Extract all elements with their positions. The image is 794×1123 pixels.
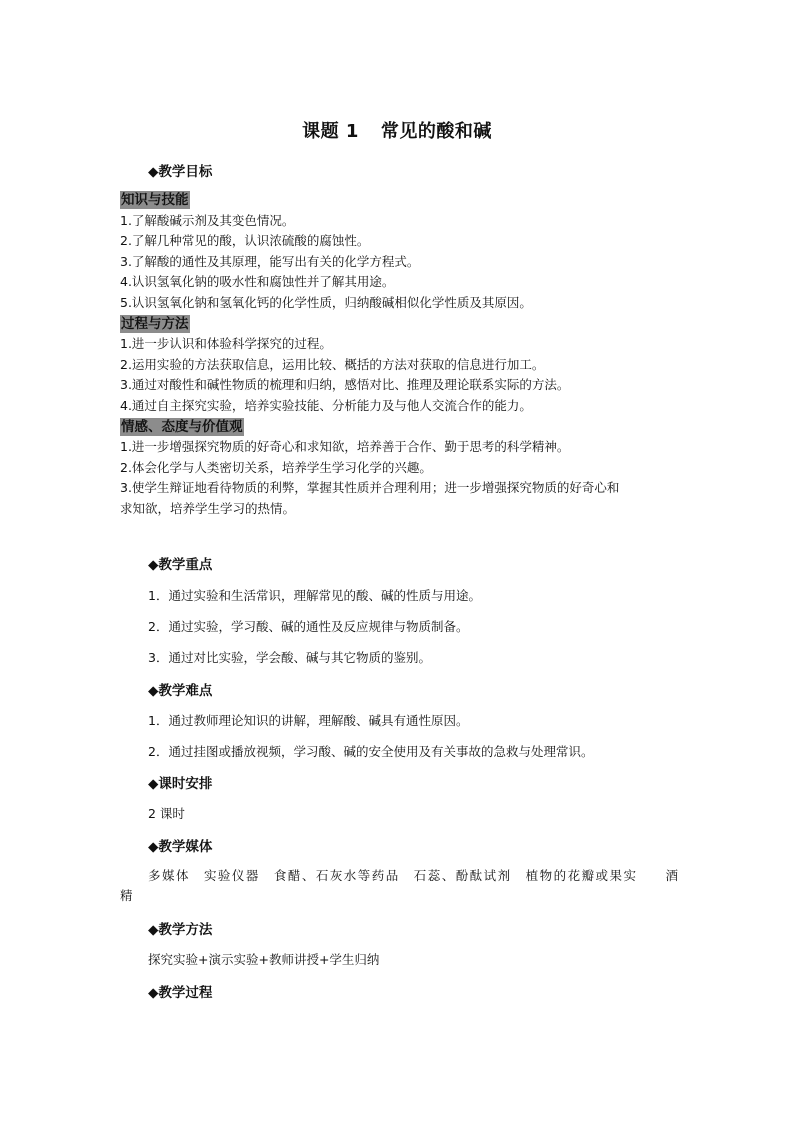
emotion-item: 求知欲，培养学生学习的热情。 bbox=[120, 500, 296, 516]
knowledge-item: 1.了解酸碱示剂及其变色情况。 bbox=[120, 212, 295, 228]
difficulty-item: 2．通过挂图或播放视频，学习酸、碱的安全使用及有关事故的急救与处理常识。 bbox=[148, 744, 594, 759]
emotion-label: 情感、态度与价值观 bbox=[121, 418, 243, 435]
media-heading: ◆教学媒体 bbox=[148, 839, 213, 855]
process-item: 3.通过对酸性和碱性物质的梳理和归纳，感悟对比、推理及理论联系实际的方法。 bbox=[120, 377, 570, 393]
process-item: 4.通过自主探究实验，培养实验技能、分析能力及与他人交流合作的能力。 bbox=[120, 397, 532, 413]
emotion-item: 3.使学生辩证地看待物质的利弊，掌握其性质并合理利用；进一步增强探究物质的好奇心和 bbox=[120, 480, 620, 496]
difficulty-item: 1．通过教师理论知识的讲解，理解酸、碱具有通性原因。 bbox=[148, 713, 469, 728]
knowledge-item: 3.了解酸的通性及其原理，能写出有关的化学方程式。 bbox=[120, 253, 420, 269]
key-point-item: 1．通过实验和生活常识，理解常见的酸、碱的性质与用途。 bbox=[148, 588, 481, 603]
media-line-2: 精 bbox=[120, 888, 133, 903]
media-line-1: 多媒体 实验仪器 食醋、石灰水等药品 石蕊、酚酞试剂 植物的花瓣或果实 酒 bbox=[148, 868, 678, 883]
title-lesson-number: 课题 1 bbox=[302, 121, 359, 142]
emotion-item: 2.体会化学与人类密切关系，培养学生学习化学的兴趣。 bbox=[120, 459, 432, 475]
emotion-item: 1.进一步增强探究物质的好奇心和求知欲，培养善于合作、勤于思考的科学精神。 bbox=[120, 439, 570, 455]
knowledge-label: 知识与技能 bbox=[121, 192, 189, 208]
knowledge-item: 4.认识氢氧化钠的吸水性和腐蚀性并了解其用途。 bbox=[120, 274, 395, 290]
media-text bbox=[120, 866, 678, 906]
process-label: 过程与方法 bbox=[121, 315, 189, 332]
key-point-item: 2．通过实验，学习酸、碱的通性及反应规律与物质制备。 bbox=[148, 619, 469, 634]
key-point-item: 3．通过对比实验，学会酸、碱与其它物质的鉴别。 bbox=[148, 650, 431, 665]
objectives-heading: ◆教学目标 bbox=[148, 164, 213, 180]
teaching-process-heading: ◆教学过程 bbox=[148, 985, 213, 1001]
page-title bbox=[0, 117, 794, 143]
process-item: 1.进一步认识和体验科学探究的过程。 bbox=[120, 336, 332, 352]
difficulties-heading: ◆教学难点 bbox=[148, 683, 213, 699]
title-lesson-name: 常见的酸和碱 bbox=[380, 121, 492, 142]
key-points-heading: ◆教学重点 bbox=[148, 557, 213, 573]
schedule-text: 2 课时 bbox=[148, 806, 185, 821]
knowledge-item: 5.认识氢氧化钠和氢氧化钙的化学性质，归纳酸碱相似化学性质及其原因。 bbox=[120, 294, 532, 310]
method-heading: ◆教学方法 bbox=[148, 922, 213, 938]
objectives-block bbox=[120, 190, 678, 520]
process-item: 2.运用实验的方法获取信息，运用比较、概括的方法对获取的信息进行加工。 bbox=[120, 356, 545, 372]
schedule-heading: ◆课时安排 bbox=[148, 776, 213, 792]
knowledge-item: 2.了解几种常见的酸，认识浓硫酸的腐蚀性。 bbox=[120, 233, 370, 249]
method-text: 探究实验+演示实验+教师讲授+学生归纳 bbox=[148, 952, 380, 967]
